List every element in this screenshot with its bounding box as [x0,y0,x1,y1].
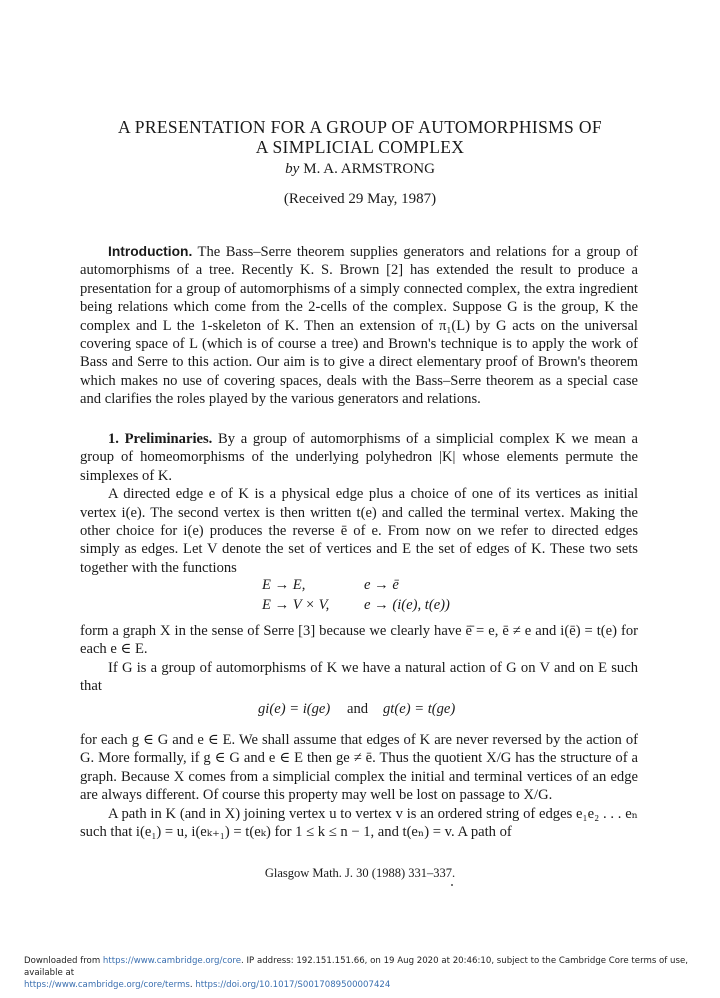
scan-speck [451,884,453,886]
received-date: (Received 29 May, 1987) [283,191,437,207]
preliminaries-paragraph-5: for each g ∈ G and e ∈ E. We shall assume that edges of K are never reversed by the action of G. More formally, if g ∈ G and e ∈ E then ge ≠ ē. Thus the quotient X/G has the structure of a graph. Because X comes from a simplicial complex the initial and terminal vertices of an edge are always different. Of course this property may well be lost on passage to X/G. [80,732,638,804]
article-title [0,117,720,157]
cambridge-core-link[interactable]: https://www.cambridge.org/core [102,956,242,966]
preliminaries-paragraph-3: form a graph X in the sense of Serre [3] because we clearly have ē̄ = e, ē ≠ e and i(ē) = t(e) for each e ∈ E. [80,623,638,658]
display-formula-2-left: E → V × V, [262,597,330,613]
by-word: by [285,161,300,177]
preliminaries-paragraph-1: 1. Preliminaries. By a group of automorphisms of a simplicial complex K we mean a group of homeomorphisms of the underlying polyhedron |K| whose elements permute the simplexes of K. [80,431,638,484]
terms-link[interactable]: https://www.cambridge.org/core/terms [24,980,190,990]
action-block [80,731,638,841]
introduction-heading: Introduction. [108,244,193,259]
introduction-section [80,243,638,409]
preliminaries-heading: 1. Preliminaries. [108,431,213,447]
display-formula-1-right: e → ē [364,577,399,593]
preliminaries-paragraph-6: A path in K (and in X) joining vertex u to vertex v is an ordered string of edges e₁e₂ . . . eₙ such that i(e₁) = u, i(eₖ₊₁) = t(eₖ) for 1 ≤ k ≤ n − 1, and t(eₙ) = v. A path of [80,805,638,841]
display-formula-3b: gt(e) = t(ge) [383,701,456,717]
preliminaries-paragraph-2: A directed edge e of K is a physical edge plus a choice of one of its vertices as initial vertex i(e). The second vertex is then written t(e) and called the terminal vertex. Making the other choice for i(e) produces the reverse ē of e. From now on we refer to directed edges simply as edges. Let V denote the set of vertices and E the set of edges of K. These two sets together with the functions [80,486,638,576]
author-name: M. A. ARMSTRONG [303,161,435,177]
journal-citation: Glasgow Math. J. 30 (1988) 331–337. [264,866,456,880]
byline [0,161,720,178]
display-formula-3-and: and [347,701,369,717]
preliminaries-section [80,430,638,577]
introduction-paragraph [80,243,638,409]
display-formula-3a: gi(e) = i(ge) [258,701,331,717]
introduction-text: The Bass–Serre theorem supplies generators and relations for a group of automorphisms of a tree. Recently K. S. Brown [2] has extended the result to produce a presentation for a group of automorphisms of a simply connected complex, the extra ingredient being relations which come from the 2-cells of the complex. Suppose G is the group, K the complex and L the 1-skeleton of K. Then an extension of π₁(L) by G acts on the universal covering space of L (which is of course a tree) and Brown's technique is to apply the work of Bass and Serre to this action. Our aim is to give a direct elementary proof of Brown's theorem which makes no use of covering spaces, deals with the Bass–Serre theorem as a special case and clarifies the roles played by the various generators and relations. [80,244,639,408]
preliminaries-paragraph-4: If G is a group of automorphisms of K we have a natural action of G on V and on E such that [80,659,638,695]
doi-link[interactable]: https://doi.org/10.1017/S0017089500007424 [195,980,391,990]
display-formula-1-left: E → E, [262,577,306,593]
title-line-2: A SIMPLICIAL COMPLEX [255,137,465,157]
graph-definition-block [80,622,638,696]
display-formula-2-right: e → (i(e), t(e)) [364,597,450,613]
download-notice: Downloaded from https://www.cambridge.org/core. IP address: 192.151.151.66, on 19 Aug 2020 at 20:46:10, subject to the Cambridge Core terms of use, available at https://www.cambridge.org/core/terms. https://doi.org/10.1017/S0017089500007424 [24,956,688,990]
title-line-1: A PRESENTATION FOR A GROUP OF AUTOMORPHISMS OF [118,117,602,137]
